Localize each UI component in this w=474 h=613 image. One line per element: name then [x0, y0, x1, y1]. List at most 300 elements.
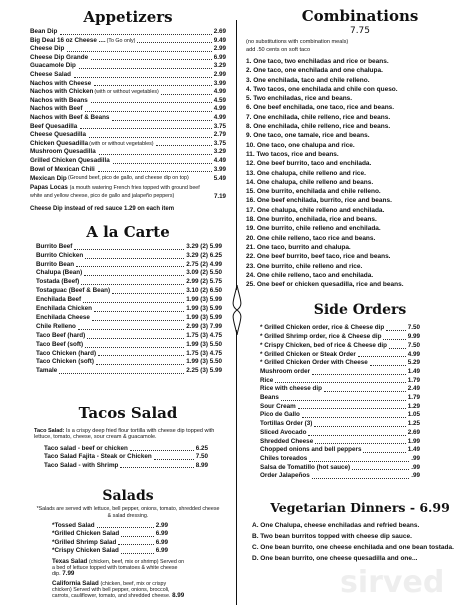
- item-name: Taco Salad Fajita - Steak or Chicken: [44, 453, 152, 461]
- item-price: 8.99: [195, 461, 208, 469]
- item-price: 7.50: [407, 341, 420, 349]
- alacarte-row: [36, 243, 222, 252]
- appetizer-row: [30, 157, 226, 166]
- item-price: 1.99 (3) 5.99: [186, 305, 222, 313]
- item-price: 9.49: [213, 36, 226, 44]
- dot-leader: [91, 54, 212, 61]
- tacos-salad-title: Tacos Salad: [78, 404, 178, 423]
- item-name: * Grilled Chicken or Steak Order: [260, 350, 356, 358]
- vegetarian-item: D. One bean burrito, one cheese quesadilla and one...: [252, 555, 418, 563]
- item-name: Sour Cream: [260, 402, 296, 410]
- item-price: 1.75 (3) 4.75: [186, 349, 222, 357]
- side-order-row: [260, 342, 420, 351]
- dot-leader: [59, 367, 184, 374]
- item-name: Burrito Bean: [36, 260, 75, 268]
- item-name: Taco Chicken (hard): [36, 349, 97, 357]
- item-name: Chiles toreados: [260, 454, 308, 462]
- item-price: 2.49: [407, 385, 420, 393]
- item-price: 2.25 (3) 5.99: [186, 367, 222, 375]
- combination-note: (no substitutions with combination meals): [246, 39, 349, 45]
- side-order-row: [260, 394, 420, 403]
- item-name: Nachos with Beef & Beans: [30, 113, 110, 121]
- appetizer-row: [30, 62, 226, 71]
- item-name: Tamale: [36, 367, 58, 375]
- item-price: 2.99 (2) 5.75: [186, 278, 222, 286]
- combination-item: 24. One chile relleno, taco and enchilada.: [246, 271, 374, 279]
- taco-salad-row: [44, 462, 208, 471]
- combination-item: 20. One chile relleno, taco rice and beans.: [246, 234, 376, 242]
- item-name: Big Deal 16 oz Cheese ....: [30, 36, 106, 44]
- side-order-row: [260, 455, 420, 464]
- item-name: Order Jalapeños: [260, 472, 310, 480]
- vegetarian-title: Vegetarian Dinners - 6.99: [270, 500, 450, 516]
- item-price: 2.79: [213, 131, 226, 139]
- dot-leader: [370, 359, 406, 366]
- dot-leader: [67, 45, 211, 52]
- appetizer-row: [30, 97, 226, 106]
- dot-leader: [314, 420, 405, 427]
- combinations-price: 7.75: [349, 26, 371, 36]
- item-price: 2.99: [155, 522, 168, 530]
- item-name: Tostada (Beef): [36, 278, 80, 286]
- item-price: 2.99: [213, 70, 226, 78]
- combination-item: 12. One beef burrito, taco and enchilada.: [246, 160, 372, 168]
- dot-leader: [154, 453, 194, 460]
- item-price: 3.29: [213, 62, 226, 70]
- item-price: 1.49: [407, 446, 420, 454]
- item-price: 6.99: [213, 53, 226, 61]
- dot-leader: [112, 114, 211, 121]
- salad-row: [52, 530, 168, 538]
- watermark: sirved: [340, 565, 445, 600]
- item-name: Tortillas Order (3): [260, 420, 313, 428]
- item-name: * Grilled Shrimp order, rice & Cheese dip: [260, 333, 382, 341]
- dot-leader: [298, 403, 406, 410]
- vegetarian-item: C. One bean burrito, one cheese enchilada and one bean tostada.: [252, 544, 454, 552]
- item-name: Taco Chicken (soft): [36, 358, 94, 366]
- taco-salad-desc-label: Taco Salad:: [34, 428, 65, 435]
- column-divider: [236, 20, 238, 605]
- dot-leader: [156, 140, 212, 147]
- item-name: Pico de Gallo: [260, 411, 300, 419]
- side-order-row: [260, 420, 420, 429]
- item-name: Nachos with Chicken: [30, 88, 94, 96]
- item-name: Enchilada Chicken: [36, 305, 92, 313]
- item-name: Chalupa (Bean): [36, 269, 83, 277]
- dot-leader: [275, 377, 405, 384]
- dot-leader: [130, 445, 194, 452]
- right-column: [246, 0, 474, 564]
- combination-item: 18. One burrito, enchilada, rice and beans.: [246, 216, 377, 224]
- dot-leader: [312, 472, 410, 479]
- dot-leader: [91, 97, 212, 104]
- alacarte-row: [36, 341, 222, 350]
- side-order-row: [260, 368, 420, 377]
- combination-item: 7. One enchilada, chile relleno, rice and beans.: [246, 113, 391, 121]
- dot-leader: [85, 252, 184, 259]
- divider-line-bottom: [236, 330, 237, 605]
- california-salad-note: (chicken, beef, mix or crispy chicken) Served with bell pepper, onions, broccoli, carrots, cauliflower, tomato, and shredded cheese.: [52, 580, 171, 600]
- item-name: Nachos with Beef: [30, 105, 83, 113]
- item-price: 4.99: [213, 88, 226, 96]
- appetizer-row: [30, 80, 226, 89]
- combination-item: 2. One taco, one enchilada and one chalupa.: [246, 67, 383, 75]
- item-note: (with or without vegetables): [94, 89, 159, 96]
- item-name: Salsa de Tomatillo (hot sauce): [260, 463, 351, 471]
- item-name: Bean Dip: [30, 28, 58, 35]
- combination-item: 17. One chalupa, chile relleno and enchilada.: [246, 206, 385, 214]
- combination-item: 10. One taco, one chalupa and rice.: [246, 141, 355, 149]
- side-order-row: [260, 351, 420, 360]
- item-price: 6.99: [155, 530, 168, 538]
- appetizer-row: [30, 45, 226, 54]
- item-name: Cheese Salad: [30, 70, 71, 78]
- texas-salad-name: Texas Salad: [52, 557, 88, 565]
- combination-item: 5. Two enchiladas, rice and beans.: [246, 95, 353, 103]
- vegetarian-item: A. One Chalupa, cheese enchiladas and refried beans.: [252, 522, 420, 530]
- item-price: 6.99: [155, 538, 168, 546]
- alacarte-row: [36, 296, 222, 305]
- item-name: Nachos with Cheese: [30, 79, 92, 87]
- item-name: Rice with cheese dip: [260, 385, 322, 393]
- item-price: 4.99: [213, 105, 226, 113]
- item-price: 9.99: [407, 333, 420, 341]
- combination-item: 22. One beef burrito, beef taco, rice and beans.: [246, 253, 391, 261]
- alacarte-row: [36, 358, 222, 367]
- combination-item: 8. One enchilada, chile relleno, rice and beans.: [246, 123, 391, 131]
- combination-item: 9. One taco, one tamale, rice and beans.: [246, 132, 370, 140]
- salad-row: [52, 547, 168, 555]
- alacarte-row: [36, 314, 222, 323]
- item-price: 1.99: [407, 437, 420, 445]
- dot-leader: [118, 539, 153, 545]
- papas-locas-note: (a mouth watering French fries topped with ground beef white and yellow cheese, pico de gallo and jalapeño peppers): [30, 185, 200, 200]
- side-order-row: [260, 324, 420, 333]
- texas-salad-note: (chicken, beef, mix or shrimp) Served on a bed of lettuce topped with tomatoes & white cheese dip.: [52, 558, 185, 578]
- item-price: 1.05: [407, 411, 420, 419]
- item-price: 7.50: [195, 453, 208, 461]
- dot-leader: [389, 342, 406, 349]
- item-price: 1.79: [407, 394, 420, 402]
- item-name: Taco Beef (hard): [36, 331, 86, 339]
- item-name: Cheese Dip Grande: [30, 53, 89, 61]
- item-name: Shredded Cheese: [260, 437, 314, 445]
- dot-leader: [99, 148, 212, 155]
- dot-leader: [74, 243, 184, 250]
- salads-list: [30, 522, 226, 556]
- item-name: *Grilled Chicken Salad: [52, 530, 120, 538]
- appetizers-title: Appetizers: [83, 8, 173, 26]
- appetizer-row: [30, 123, 226, 132]
- dot-leader: [80, 123, 211, 130]
- dot-leader: [121, 547, 154, 553]
- dot-leader: [98, 350, 184, 357]
- combination-note: add .50 cents on soft taco: [246, 47, 311, 53]
- item-name: Enchilada Cheese: [36, 313, 90, 321]
- appetizer-row: [30, 71, 226, 80]
- item-price: 2.75 (2) 4.99: [186, 260, 222, 268]
- salad-row: [52, 522, 168, 530]
- cheese-dip-instead-note: Cheese Dip instead of red sauce 1.29 on each item: [30, 206, 175, 213]
- dot-leader: [308, 429, 405, 436]
- appetizer-row: [30, 114, 226, 123]
- taco-salad-row: [44, 445, 208, 454]
- item-name: Mushroom order: [260, 367, 311, 375]
- appetizer-row: [30, 28, 226, 37]
- item-price: 2.69: [213, 28, 226, 35]
- item-name: Mushroom Quesadilla: [30, 148, 96, 156]
- item-price: 3.99: [213, 165, 226, 173]
- dot-leader: [97, 522, 154, 528]
- dot-leader: [352, 464, 409, 471]
- papas-locas-name: Papas Locas: [30, 184, 68, 192]
- side-orders-list: [246, 324, 474, 481]
- mexican-dip-note: (Ground beef, pico de gallo, and cheese dip on top): [68, 175, 189, 182]
- item-price: 1.75 (3) 4.75: [186, 331, 222, 339]
- item-price: 4.59: [213, 96, 226, 104]
- item-price: 5.29: [407, 359, 420, 367]
- item-price: 4.99: [407, 350, 420, 358]
- vegetarian-list: [246, 520, 474, 564]
- mexican-dip-name: Mexican Dip: [30, 175, 67, 183]
- texas-salad: [30, 559, 226, 578]
- appetizer-row: [30, 54, 226, 63]
- item-price: 1.99 (3) 5.99: [186, 313, 222, 321]
- alacarte-row: [36, 252, 222, 261]
- combination-item: 13. One chalupa, chile relleno and rice.: [246, 169, 366, 177]
- item-price: .99: [411, 454, 420, 462]
- item-name: Nachos with Beans: [30, 96, 88, 104]
- item-name: Tostaguac (Beef & Bean): [36, 287, 111, 295]
- dot-leader: [302, 411, 406, 418]
- side-order-row: [260, 333, 420, 342]
- item-name: Chile Relleno: [36, 322, 76, 330]
- taco-salad-row: [44, 453, 208, 462]
- item-price: 1.99 (3) 5.50: [186, 340, 222, 348]
- combination-item: 1. One taco, two enchiladas and rice or beans.: [246, 58, 389, 65]
- dot-leader: [78, 323, 184, 330]
- appetizer-row: [30, 148, 226, 157]
- dot-leader: [84, 269, 184, 276]
- item-price: 3.75: [213, 122, 226, 130]
- item-price: .99: [411, 463, 420, 471]
- salad-row: [52, 539, 168, 547]
- appetizer-row: [30, 37, 226, 46]
- dot-leader: [386, 324, 406, 331]
- item-price: 3.29 (2) 5.99: [186, 242, 222, 250]
- combination-item: 25. One beef or chicken quesadilla, rice and beans.: [246, 281, 404, 289]
- dot-leader: [137, 37, 211, 44]
- taco-salad-description: [30, 428, 226, 440]
- alacarte-row: [36, 367, 222, 376]
- side-order-row: [260, 429, 420, 438]
- item-price: 3.99: [213, 79, 226, 87]
- side-orders-title: Side Orders: [313, 302, 407, 319]
- combination-item: 4. Two tacos, one enchilada and chile con queso.: [246, 85, 398, 93]
- dot-leader: [358, 351, 406, 358]
- left-column: [30, 0, 226, 599]
- dot-leader: [324, 385, 406, 392]
- item-name: Rice: [260, 376, 274, 384]
- combination-item: 15. One burrito, enchilada and chile relleno.: [246, 188, 381, 196]
- alacarte-row: [36, 278, 222, 287]
- item-name: * Grilled Chicken order, rice & Cheese dip: [260, 324, 385, 332]
- alacarte-row: [36, 269, 222, 278]
- item-price: 7.50: [407, 324, 420, 332]
- california-salad: [30, 581, 226, 600]
- side-order-row: [260, 377, 420, 386]
- dot-leader: [79, 62, 212, 69]
- dot-leader: [74, 71, 212, 78]
- dot-leader: [85, 105, 211, 112]
- dot-leader: [309, 455, 409, 462]
- item-name: Cheese Dip: [30, 45, 65, 53]
- combination-item: 23. One burrito, chile relleno and rice.: [246, 262, 363, 270]
- combination-item: 3. One enchilada, taco and chile relleno.: [246, 76, 370, 84]
- item-price: 1.49: [407, 367, 420, 375]
- appetizers-list: [30, 28, 226, 174]
- dot-leader: [94, 80, 211, 87]
- item-name: Taco salad - beef or chicken: [44, 444, 128, 452]
- combinations-notes: [246, 38, 474, 54]
- item-name: * Crispy Chicken, bed of rice & Cheese dip: [260, 341, 388, 349]
- item-price: 4.49: [213, 156, 226, 164]
- side-order-row: [260, 464, 420, 473]
- item-price: 1.29: [407, 402, 420, 410]
- dot-leader: [76, 261, 184, 268]
- combination-item: 16. One beef enchilada, burrito, rice and beans.: [246, 197, 392, 205]
- item-name: * Grilled Chicken Order with Cheese: [260, 359, 368, 367]
- combination-item: 19. One burrito, chile relleno and enchilada.: [246, 225, 381, 233]
- item-price: 2.69: [407, 428, 420, 436]
- item-name: Taco Salad - with Shrimp: [44, 461, 119, 469]
- mexican-dip-price: 5.49: [213, 175, 226, 183]
- item-name: *Grilled Shrimp Salad: [52, 538, 117, 546]
- dot-leader: [87, 332, 184, 339]
- dot-leader: [98, 166, 212, 173]
- dot-leader: [121, 530, 154, 536]
- side-order-row: [260, 438, 420, 447]
- item-name: Chopped onions and bell peppers: [260, 446, 362, 454]
- appetizer-row: [30, 140, 226, 149]
- dot-leader: [315, 438, 406, 445]
- dot-leader: [96, 358, 184, 365]
- dot-leader: [120, 462, 193, 469]
- dot-leader: [312, 368, 406, 375]
- tacos-salad-list: [30, 445, 226, 471]
- item-name: Grilled Chicken Quesadilla: [30, 156, 110, 164]
- papas-locas-row: [30, 184, 226, 200]
- item-name: Sliced Avocado: [260, 428, 307, 436]
- item-name: Guacamole Dip: [30, 62, 76, 70]
- combinations-title: Combinations: [301, 7, 419, 25]
- ornament-icon: [229, 285, 245, 335]
- item-note: (To Go only): [106, 37, 136, 44]
- alacarte-row: [36, 350, 222, 359]
- dot-leader: [363, 446, 405, 453]
- item-name: Beef Quesadilla: [30, 122, 78, 130]
- item-name: Burrito Chicken: [36, 251, 84, 259]
- item-price: 3.10 (2) 6.50: [186, 287, 222, 295]
- dot-leader: [85, 341, 184, 348]
- item-name: *Crispy Chicken Salad: [52, 547, 119, 555]
- item-price: 1.99 (3) 5.99: [186, 296, 222, 304]
- dot-leader: [113, 157, 212, 164]
- vegetarian-item: B. Two bean burritos topped with cheese dip sauce.: [252, 533, 412, 541]
- appetizer-row: [30, 131, 226, 140]
- dot-leader: [81, 278, 184, 285]
- combination-item: 21. One taco, burrito and chalupa.: [246, 243, 351, 251]
- item-price: 2.99: [213, 45, 226, 53]
- item-price: 3.75: [213, 139, 226, 147]
- item-price: 6.99: [155, 547, 168, 555]
- taco-salad-desc-text: Is a crispy deep fried flour tortilla with cheese dip topped with lettuce, tomato, cheese, sour cream & guacamole.: [34, 428, 215, 441]
- salads-note: *Salads are served with lettuce, bell pepper, onions, tomato, shredded cheese & salad dressing.: [36, 506, 220, 519]
- item-name: Taco Beef (soft): [36, 340, 84, 348]
- item-price: 1.99 (3) 5.50: [186, 358, 222, 366]
- side-order-row: [260, 411, 420, 420]
- dot-leader: [281, 394, 406, 401]
- item-name: Cheese Quesadilla: [30, 131, 86, 139]
- alacarte-list: [30, 243, 226, 377]
- california-salad-price: 8.99: [172, 592, 185, 600]
- combination-item: 11. Two tacos, rice and beans.: [246, 150, 339, 158]
- alacarte-row: [36, 261, 222, 270]
- alacarte-row: [36, 323, 222, 332]
- item-name: Burrito Beef: [36, 242, 73, 250]
- side-order-row: [260, 446, 420, 455]
- dot-leader: [112, 287, 184, 294]
- item-name: Bowl of Mexican Chili: [30, 165, 95, 173]
- item-price: 4.99: [213, 113, 226, 121]
- side-order-row: [260, 385, 420, 394]
- dot-leader: [89, 131, 212, 138]
- appetizer-row: [30, 88, 226, 97]
- texas-salad-price: 7.99: [62, 570, 75, 578]
- dot-leader: [161, 88, 212, 95]
- alacarte-row: [36, 305, 222, 314]
- item-name: Chicken Quesadilla: [30, 139, 89, 147]
- side-order-row: [260, 403, 420, 412]
- alacarte-row: [36, 287, 222, 296]
- item-price: 2.99 (3) 7.99: [186, 322, 222, 330]
- dot-leader: [92, 314, 184, 321]
- item-note: (with or without vegetables): [89, 140, 154, 147]
- side-order-row: [260, 472, 420, 481]
- item-price: 3.29: [213, 148, 226, 156]
- salads-title: Salads: [102, 488, 154, 505]
- dot-leader: [383, 333, 405, 340]
- dot-leader: [60, 28, 211, 35]
- item-name: Enchilada Beef: [36, 296, 82, 304]
- alacarte-title: A la Carte: [86, 222, 170, 241]
- appetizer-row: [30, 166, 226, 175]
- dot-leader: [83, 296, 184, 303]
- papas-locas-price: 7.19: [213, 193, 226, 201]
- california-salad-name: California Salad: [52, 579, 99, 587]
- side-order-row: [260, 359, 420, 368]
- dot-leader: [94, 305, 184, 312]
- combination-item: 14. One chalupa, chile relleno and beans.: [246, 178, 374, 186]
- item-price: 1.25: [407, 420, 420, 428]
- alacarte-row: [36, 332, 222, 341]
- combination-item: 6. One beef enchilada, one taco, rice and beans.: [246, 104, 395, 112]
- appetizer-row: [30, 105, 226, 114]
- divider-line-top: [236, 20, 237, 290]
- item-price: 3.09 (2) 5.50: [186, 269, 222, 277]
- item-price: 6.25: [195, 444, 208, 452]
- item-price: 3.29 (2) 6.25: [186, 251, 222, 259]
